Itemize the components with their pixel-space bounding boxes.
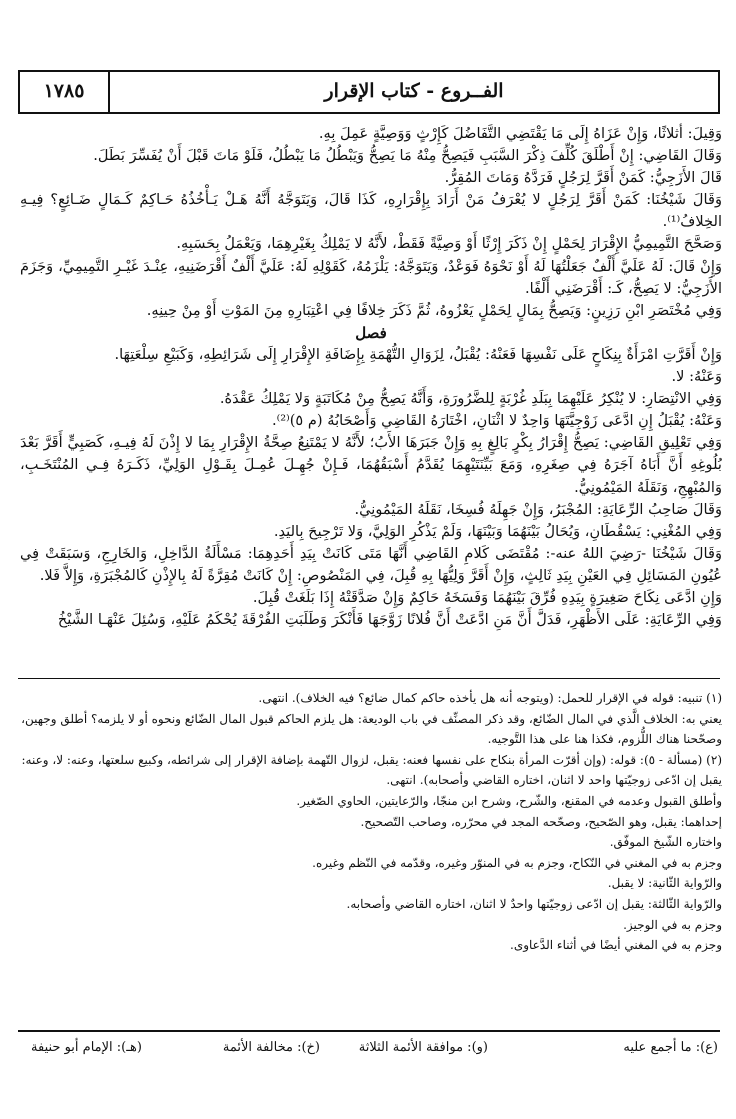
footnote-line: وجزم به في الوجيز. [623, 917, 722, 932]
footnote-line: واختاره الشّيخ الموفّق. [609, 835, 722, 850]
footnote-line: وأطلق القبول وعدمه في المقنع، والشّرح، وشرح ابن منجّا، والرّعايتين، الحاوي الصّغير. [296, 793, 722, 808]
page-number: ١٧٨٥ [43, 80, 85, 102]
footnote-line: (١) تنبيه: قوله في الإقرار للحمل: (ويتوجه أنه هل يأخذه حاكم كمال ضائع؟ فيه الخلاف). انتهى. [258, 691, 722, 705]
paragraph: وَقَالَ شَيْخُنَا -رَضِيَ اللهُ عنه-: مُقْتَضَى كَلامِ القَاضِي أَنَّهَا مَتَى كَانَتْ بِيَدِ أَحَدِهِمَا: مَسْأَلَةُ الدَّاخِلِ، وَالخَارِجِ، وَسَبَقَتْ فِي عُيُونِ المَسَائِلِ فِي العَيْنِ بِيَدِ ثَالِثٍ، وَإِنْ أَقَرَّ وَلِيُّهَا بِهِ قُبِلَ، فِي المَنْصُوصِ: إِنْ كَانَتْ مُقِرَّةً لَهُ بِالإِذْنِ كَالمُجْبَرَةِ، وَإِلاَّ فَلا. [20, 544, 722, 584]
paragraph: وَإِنْ قَالَ: لَهُ عَلَيَّ أَلْفٌ جَعَلْتُهَا لَهُ أَوْ نَحْوَهُ فَوَعْدٌ، وَيَتَوَجَّهُ: يَلْزَمُهُ، كَقَوْلِهِ لَهُ: عَلَيَّ أَلْفٌ أَقْرَضَنِيهِ، عِنْـدَ غَيْـرِ التَّمِيمِيِّ، وَجَزَمَ الأَزَجِيُّ: لا يَصِحُّ، كَـ: أَقْرَضَنِي أَلْفًا. [20, 257, 722, 297]
paragraph: وَقَالَ صَاحِبُ الرِّعَايَةِ: المُجْبَرُ، وَإِنْ جَهِلَهُ فُسِخَا، نَقَلَهُ المَيْمُونِيُّ. [354, 500, 722, 518]
footnotes [20, 688, 722, 1018]
key-agreement: (و): موافقة الأئمة الثلاثة [358, 1040, 488, 1055]
key-disagreement: (خ): مخالفة الأئمة [222, 1040, 320, 1055]
key-abu-hanifa: (هـ): الإمام أبو حنيفة [31, 1040, 142, 1055]
paragraph: وَعَنْهُ: لا. [671, 368, 722, 386]
paragraph: وَإِنِ ادَّعَى نِكَاحَ صَغِيرَةٍ بِيَدِهِ فُرِّقَ بَيْنَهُمَا وَفَسَخَهُ حَاكِمٌ وَإِنْ صَدَّقَتْهُ إِذَا بَلَغَتْ قُبِلَ. [252, 588, 722, 606]
paragraph: وَفِي تَعْلِيقِ القَاضِي: يَصِحُّ إِقْرَارُ بِكْرٍ بَالِغٍ بِهِ وَإِنْ جَبَرَهَا الأَبُ؛ لأَنَّهُ لا يَمْتَنِعُ صِحَّةُ الإِقْرَارِ بِمَا لا إِذْنَ لَهُ فِيـهِ، كَصَبِيٍّ أَقَرَّ بَعْدَ بُلُوغِهِ أَنَّ أَبَاهُ آجَرَهُ فِي صِغَرِهِ، وَمَعَ بَيِّنَتَيْهِمَا يُقَدَّمُ أَسْبَقُهُمَا، فَـإِنْ جُهِـلَ عُمِـلَ بِقَـوْلِ الوَلِيِّ، ذَكَـرَهُ فِـي المُنْتَخَـبِ، وَالمُبْهِجِ، وَنَقَلَهُ المَيْمُونِيُّ. [20, 434, 722, 496]
footnote-line: (٢) (مسألة - ٥): قوله: (وإن أقرّت المرأة بنكاح على نفسها فعنه: يقبل، لزوال التّهمة بإضافة الإقرار إلى شرائطه، وكبيع سلعتها، وعنه: لا، وعنه: يقبل إن ادّعى زوجيّتها واحد لا اثنان، اختاره القاضي وأصحابه). انتهى. [21, 752, 722, 788]
paragraph: وَإِنْ أَقَرَّتِ امْرَأَةٌ بِنِكَاحٍ عَلَى نَفْسِهَا فَعَنْهُ: يُقْبَلُ، لِزَوَالِ التُّهْمَةِ بِإِضَافَةِ الإِقْرَارِ إِلَى شَرَائِطِهِ، وَكَبَيْعِ سِلْعَتِهَا. [114, 345, 722, 363]
abbreviation-key [18, 1030, 720, 1064]
footnote-separator [18, 678, 720, 679]
footnote-line: يعني به: الخلاف الَّذي في المال الضّائع، وقد ذكر المصنِّف في باب الوديعة: هل يلزم الحاكم قبول المال الضّائع ونحوه أو لا يلزمه؟ أطلق وجهين، وصحّحنا هناك اللُّزوم، فكذا هنا على هذا التَّوجيه. [21, 711, 722, 747]
paragraph: وَفِي مُخْتَصَرِ ابْنِ رَزِينٍ: وَيَصِحُّ بِمَالٍ لِحَمْلٍ يَعْزُوهُ، ثُمَّ ذَكَرَ خِلافًا فِي اعْتِبَارِهِ مِنَ المَوْتِ أَوْ مِنْ حِينِهِ. [146, 301, 722, 319]
paragraph: وَفِي الانْتِصَارِ: لا يُنْكِرُ عَلَيْهِمَا بِبَلَدِ غُرْبَةٍ لِلضَّرُورَةِ، وَأَنَّهُ يَصِحُّ مِنْ مُكَاتَبَةٍ وَلا يَمْلِكُ عَقْدَهُ. [219, 390, 722, 408]
paragraph: وَفِي المُغْنِي: يَسْقُطَانِ، وَيُحَالُ بَيْنَهُمَا وَبَيْنَهَا، وَلَمْ يَذْكُرِ الوَلِيَّ، وَلا تَرْجِيحَ بِاليَدِ. [273, 522, 722, 540]
paragraph: وَصَحَّحَ التَّمِيمِيُّ الإِقْرَارَ لِحَمْلٍ إِنْ ذَكَرَ إِرْثًا أَوْ وَصِيَّةً فَقَطْ، لأَنَّهُ لا يَمْلِكُ بِغَيْرِهِمَا، وَيَعْمَلُ بِحَسَبِهِ. [176, 235, 722, 253]
main-text [20, 123, 722, 668]
paragraph: وَقَالَ شَيْخُنَا: كَمَنْ أَقَرَّ لِرَجُلٍ لا يُعْرَفُ مَنْ أَرَادَ بِإِقْرَارِهِ، كَذَا قَالَ، وَيَتَوَجَّهُ أَنَّهُ هَـلْ يَـأْخُذُهُ حَـاكِمٌ كَـمَالٍ ضَـائِعٍ؟ فِيـهِ الخِلافُ⁽¹⁾. [20, 191, 722, 231]
section-heading: فصل [355, 323, 387, 342]
footnote-line: والرّواية الثّالثة: يقبل إن ادّعى زوجيّتها واحدٌ لا اثنان، اختاره القاضي وأصحابه. [346, 896, 722, 911]
paragraph: وَعَنْهُ: يُقْبَلُ إِنِ ادَّعَى زَوْجِيَّتَهَا وَاحِدٌ لا اثْنَانِ، اخْتَارَهُ القَاضِي وَأَصْحَابُهُ (م ٥)⁽²⁾. [272, 412, 722, 430]
running-title: الفــروع - كتاب الإقرار [324, 80, 504, 102]
footnote-line: والرّواية الثّانية: لا يقبل. [607, 876, 722, 891]
footnote-line: وجزم به في المغني في النّكاح، وجزم به في المنوّر وغيره، وقدّمه في النّظم وغيره. [312, 855, 722, 870]
paragraph: وَقَالَ القَاضِي: إِنْ أَطْلَقَ كُلِّفَ ذِكْرَ السَّبَبِ فَيَصِحُّ مِنْهُ مَا يَصِحُّ وَيَبْطُلُ مَا يَبْطُلُ، فَلَوْ مَاتَ قَبْلَ أَنْ يُفَسِّرَ بَطَلَ. [93, 147, 722, 165]
footnote-line: وجزم به في المغني أيضًا في أثناء الدَّعاوى. [510, 938, 722, 953]
paragraph: قَالَ الأَزَجِيُّ: كَمَنْ أَقَرَّ لِرَجُلٍ فَرَدَّهُ وَمَاتَ المُقِرُّ. [444, 169, 722, 187]
paragraph: وَقِيلَ: أثلاثًا، وَإِنْ عَزَاهُ إِلَى مَا يَقْتَضِي التَّفَاضُلَ كَإِرْثٍ وَوَصِيَّةٍ عَمِلَ بِهِ. [318, 125, 722, 142]
footnote-line: إحداهما: يقبل، وهو الصّحيح، وصحّحه المجد في محرّره، وصاحب التّصحيح. [360, 814, 722, 829]
key-consensus: (ع): ما أجمع عليه [623, 1040, 718, 1055]
page-header [18, 70, 720, 114]
paragraph: وَفِي الرِّعَايَةِ: عَلَى الأَظْهَرِ، فَدَلَّ أَنَّ مَنِ ادَّعَتْ أَنَّ فُلانًا زَوَّجَهَا فَأَنْكَرَ وَطَلَبَتِ الفُرْقَةَ يُحْكَمُ عَلَيْهِ، وَسُئِلَ عَنْهَـا الشَّيْخُ [57, 611, 722, 629]
